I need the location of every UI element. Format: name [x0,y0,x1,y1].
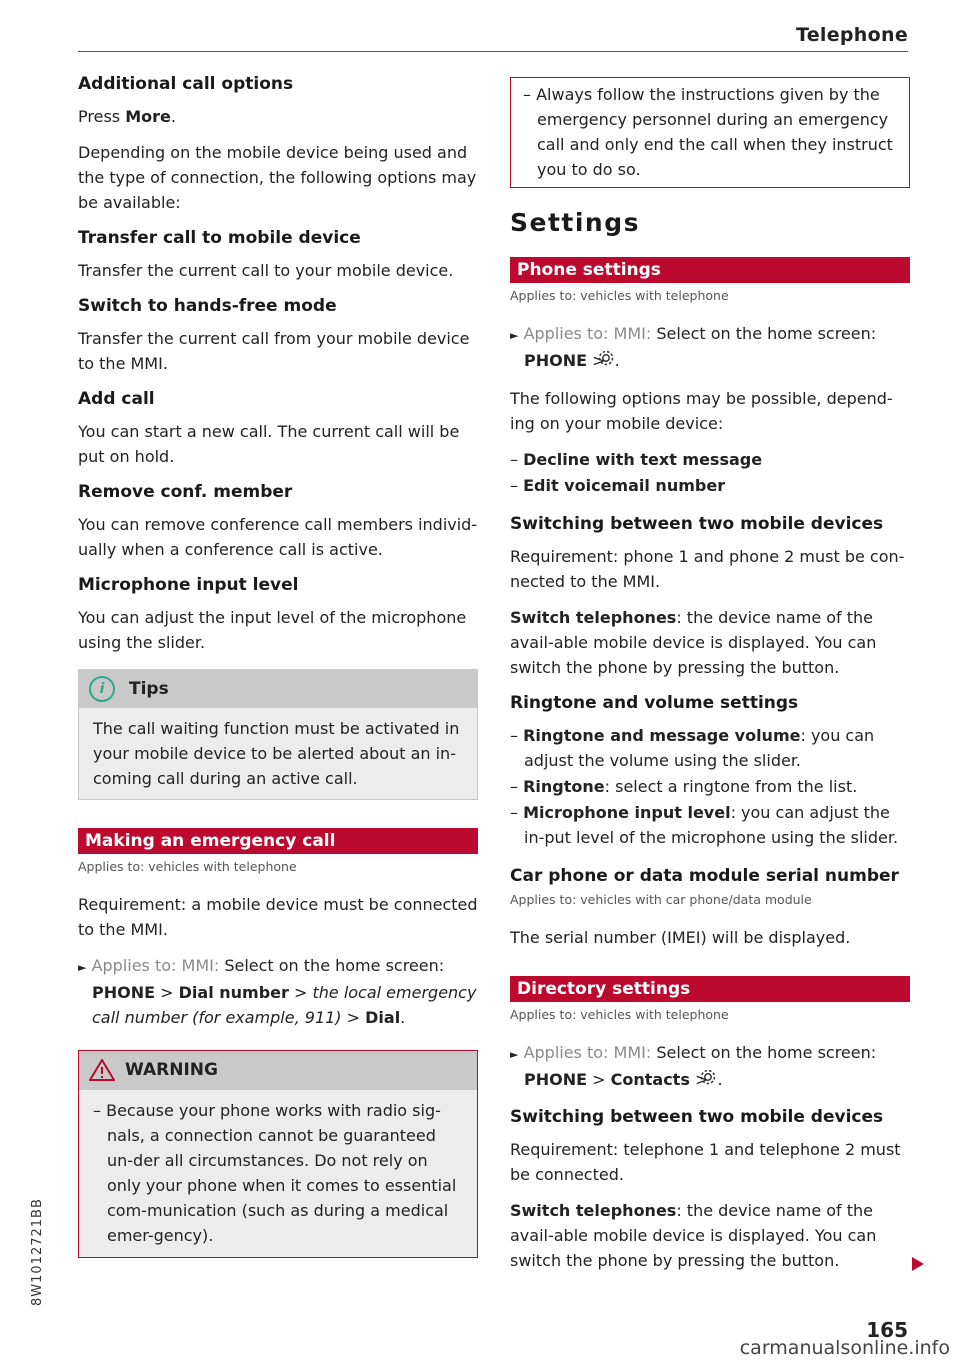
paragraph: Requirement: phone 1 and phone 2 must be con-nected to the MMI. [510,547,905,591]
right-column [510,77,910,1284]
step-arrow-icon: ► [510,329,519,342]
applies-to: Applies to: vehicles with car phone/data module [510,892,812,907]
section-bar-emergency: Making an emergency call [78,828,478,854]
paragraph: You can remove conference call members individ-ually when a conference call is active. [78,515,478,559]
heading-transfer-call: Transfer call to mobile device [78,228,361,248]
option-item: – Decline with text message [510,450,763,469]
paragraph: Depending on the mobile device being used and the type of connection, the following options may be available: [78,143,477,212]
paragraph: Transfer the current call from your mobile device to the MMI. [78,329,470,373]
heading-ringtone: Ringtone and volume settings [510,693,799,713]
watermark: carmanualsonline.info [739,1337,950,1359]
heading-switching-devices: Switching between two mobile devices [510,1107,884,1127]
warning-item: – Because your phone works with radio sig-nals, a connection cannot be guaranteed un-der all circumstances. Do not rely on only your phone when it comes to essential com-munication (such as during a medical emer-gency). [93,1101,457,1245]
document-code: 8W1012721BB [30,1198,45,1306]
heading-additional-call-options: Additional call options [78,74,294,94]
tips-text: The call waiting function must be activated in your mobile device to be alerted about an in-coming call during an active call. [93,719,460,788]
ringtone-item: – Ringtone and message volume: you can adjust the volume using the slider. [510,726,875,770]
ringtone-item: – Ringtone: select a ringtone from the list. [510,777,858,796]
left-column [78,72,478,1258]
section-bar-directory-settings: Directory settings [510,976,910,1002]
step-arrow-icon: ► [78,961,87,974]
paragraph: The serial number (IMEI) will be displayed. [510,928,851,947]
tips-header [79,670,477,708]
paragraph: You can start a new call. The current call will be put on hold. [78,422,460,466]
instruction-step: ► Applies to: MMI: Select on the home screen: PHONE > . [510,321,910,374]
paragraph: Requirement: a mobile device must be connected to the MMI. [78,895,478,939]
applies-to: Applies to: vehicles with telephone [78,859,297,874]
paragraph: Press More. [78,107,176,126]
page-number: 165 [866,1318,908,1342]
section-bar-phone-settings: Phone settings [510,257,910,283]
continue-arrow-icon [912,1257,924,1271]
warning-triangle-icon [89,1059,115,1081]
tips-box [78,669,478,800]
paragraph: You can adjust the input level of the microphone using the slider. [78,608,467,652]
page-header-title: Telephone [795,24,908,46]
section-title-settings: Settings [510,208,641,237]
header-rule [78,51,908,52]
warning-continuation [510,77,910,188]
heading-remove-conf-member: Remove conf. member [78,482,293,502]
paragraph: The following options may be possible, depend-ing on your mobile device: [510,389,893,433]
instruction-step: ► Applies to: MMI: Select on the home screen: PHONE > Dial number > the local emergency call number (for example, 911) > Dial. [78,956,477,1027]
warning-item: – Always follow the instructions given by the emergency personnel during an emergency call and only end the call when they instruct you to do so. [523,85,893,179]
step-arrow-icon: ► [510,1048,519,1061]
paragraph: Switch telephones: the device name of the avail-able mobile device is displayed. You can switch the phone by pressing the button. [510,608,877,677]
instruction-step: ► Applies to: MMI: Select on the home screen: PHONE > Contacts > . [510,1040,910,1093]
heading-switching-devices: Switching between two mobile devices [510,514,884,534]
heading-microphone-input: Microphone input level [78,575,299,595]
option-item: – Edit voicemail number [510,476,726,495]
applies-to: Applies to: vehicles with telephone [510,288,729,303]
heading-add-call: Add call [78,389,155,409]
heading-serial-number: Car phone or data module serial number [510,866,899,886]
tips-label: Tips [129,679,169,699]
paragraph: Switch telephones: the device name of the avail-able mobile device is displayed. You can switch the phone by pressing the button. [510,1201,877,1270]
warning-box [78,1050,478,1258]
warning-label: WARNING [125,1060,218,1080]
paragraph: Transfer the current call to your mobile device. [78,261,454,280]
warning-header [79,1051,477,1090]
heading-hands-free: Switch to hands-free mode [78,296,337,316]
paragraph: Requirement: telephone 1 and telephone 2 must be connected. [510,1140,901,1184]
ringtone-item: – Microphone input level: you can adjust the in-put level of the microphone using the slider. [510,803,899,847]
warning-body [79,1090,477,1257]
info-icon: i [89,676,115,702]
applies-to: Applies to: vehicles with telephone [510,1007,729,1022]
